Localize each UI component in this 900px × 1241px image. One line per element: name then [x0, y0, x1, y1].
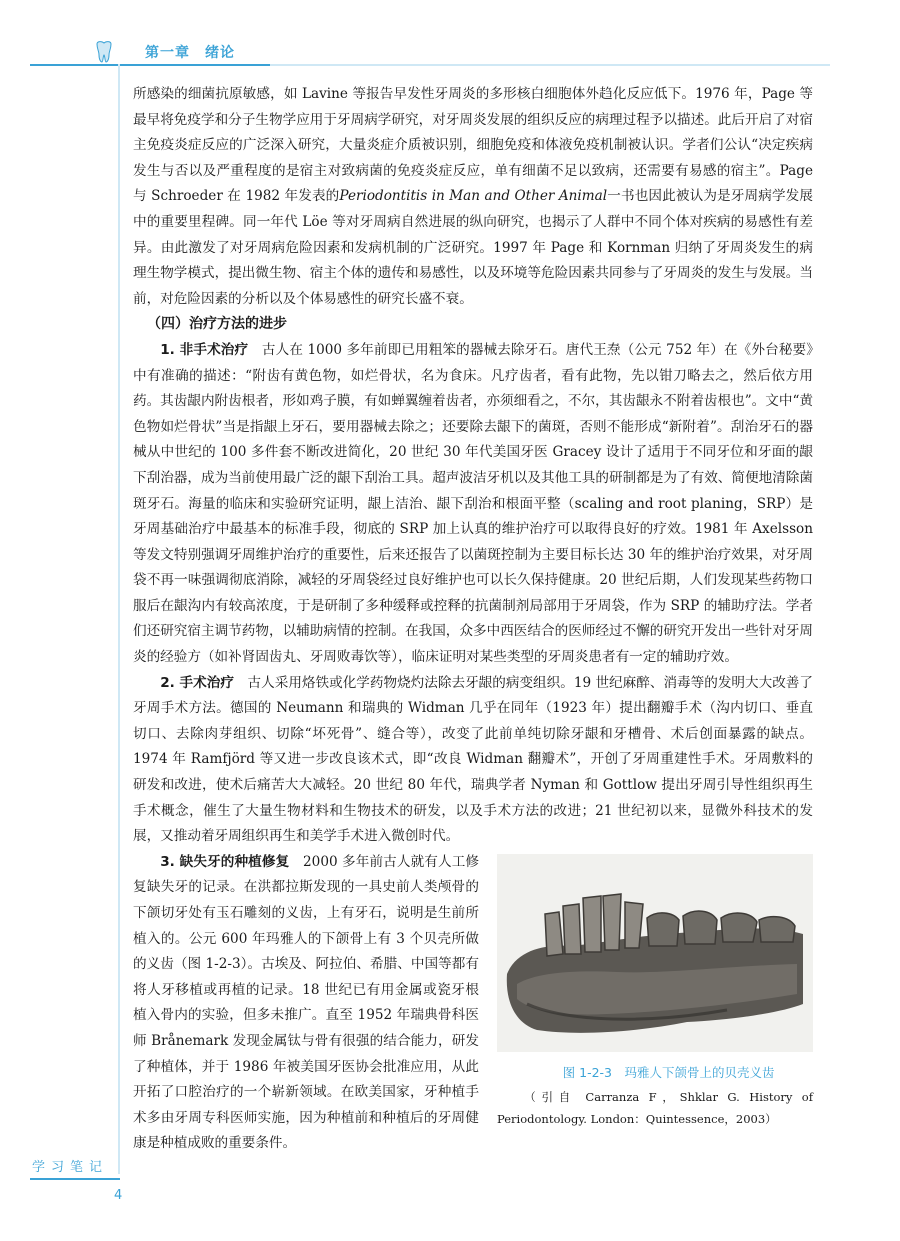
subsection-title-surgical: 2. 手术治疗 — [160, 674, 234, 691]
paragraph-surgical-text: 古人采用烙铁或化学药物烧灼法除去牙龈的病变组织。19 世纪麻醉、消毒等的发明大大改善了牙周手术方法。德国的 Neumann 和瑞典的 Widman 几乎在同年（1923 年）提出翻瓣手术（沟内切口、垂直切口、去除肉芽组织、切除“坏死骨”、缝合等），改变了此前单纯切除牙龈和牙槽骨、术后创面暴露的缺点。1974 年 Ramfjörd 等又进一步改良该术式，即“改良 Widman 翻瓣术”，开创了牙周重建性手术。牙周敷料的研发和改进，使术后痛苦大大减轻。20 世纪 80 年代，瑞典学者 Nyman 和 Gottlow 提出牙周引导性组织再生手术概念，催生了大量生物材料和生物技术的研发，以及手术方法的改进；21 世纪初以来，显微外科技术的发展，又推动着牙周组织再生和美学手术进入微创时代。 — [133, 674, 813, 845]
paragraph-1-rest: 一书也因此被认为是牙周病学发展中的重要里程碑。同一年代 Löe 等对牙周病自然进展的纵向研究，也揭示了人群中不同个体对疾病的易感性有差异。由此激发了对牙周病危险因素和发病机制的广泛研究。1997 年 Page 和 Kornman 归纳了牙周炎发生的病理生物学模式，提出微生物、宿主个体的遗传和易感性，以及环境等危险因素共同参与了牙周炎的发生与发展。当前，对危险因素的分析以及个体易感性的研究长盛不衰。 — [133, 188, 813, 307]
paragraph-1 — [133, 82, 813, 312]
footer-divider — [30, 1178, 120, 1180]
figure-image — [497, 854, 813, 1052]
subsection-title-implant: 3. 缺失牙的种植修复 — [160, 853, 290, 870]
paragraph-nonsurgical — [133, 338, 813, 671]
figure-source: （引自 Carranza F，Shklar G. History of Periodontology. London：Quintessence，2003） — [497, 1089, 813, 1126]
book-title: Periodontitis in Man and Other Animal — [339, 188, 608, 205]
paragraph-implant — [133, 850, 813, 1157]
mandible-photo — [497, 854, 813, 1052]
paragraph-implant-text: 2000 多年前古人就有人工修复缺失牙的记录。在洪都拉斯发现的一具史前人类颅骨的下颌切牙处有玉石雕刻的义齿，上有牙石，说明是生前所植入的。公元 600 年玛雅人的下颌骨上有 3 个贝壳所做的义齿（图 1-2-3）。古埃及、阿拉伯、希腊、中国等都有将人牙移植或再植的记录。18 世纪已有用金属或瓷牙根植入骨内的实验，但多未推广。直至 1952 年瑞典骨科医师 Brånemark 发现金属钛与骨有很强的结合能力，研发了种植体，并于 1986 年被美国牙医协会批准应用，从此开拓了口腔治疗的一个崭新领域。在欧美国家，牙种植手术多由牙周专科医师实施，因为种植前和种植后的牙周健康是种植成败的重要条件。 — [133, 853, 479, 1152]
main-text — [133, 82, 813, 1216]
subsection-title-nonsurgical: 1. 非手术治疗 — [160, 341, 249, 358]
figure — [497, 854, 813, 1216]
page-number: 4 — [114, 1188, 123, 1203]
margin-divider — [118, 64, 120, 1174]
chapter-title: 第一章 绪论 — [145, 45, 235, 61]
section-heading: （四）治疗方法的进步 — [147, 316, 287, 333]
tooth-icon — [94, 41, 114, 63]
paragraph-1-text: 所感染的细菌抗原敏感，如 Lavine 等报告早发性牙周炎的多形核白细胞体外趋化反应低下。1976 年，Page 等最早将免疫学和分子生物学应用于牙周病学研究，对牙周炎发展的组织反应的病理过程予以描述。此后开启了对宿主免疫炎症反应的广泛深入研究，大量炎症介质被识别，细胞免疫和体液免疫机制被认识。学者们公认“决定疾病发生与否以及严重程度的是宿主对致病菌的免疫炎症反应，单有细菌不足以致病，还需要有易感的宿主”。Page 与 Schroeder 在 1982 年发表的 — [133, 86, 813, 205]
paragraph-surgical — [133, 671, 813, 850]
figure-caption: 图 1-2-3 玛雅人下颌骨上的贝壳义齿 — [562, 1064, 775, 1080]
header-divider — [30, 64, 830, 66]
study-notes-label: 学习笔记 — [32, 1160, 109, 1175]
paragraph-nonsurgical-text: 古人在 1000 多年前即已用粗笨的器械去除牙石。唐代王焘（公元 752 年）在《外台秘要》中有准确的描述：“附齿有黄色物，如烂骨状，名为食床。凡疗齿者，看有此物，先以钳刀略去之，然后依方用药。其齿龈内附齿根者，形如鸡子膜，有如蝉翼缠着齿者，亦须细看之，不尔，其齿龈永不附着齿根也”。文中“黄色物如烂骨状”当是指龈上牙石，要用器械去除之；还要除去龈下的菌斑，否则不能形成“新附着”。刮治牙石的器械从中世纪的 100 多件套不断改进简化，20 世纪 30 年代美国牙医 Gracey 设计了适用于不同牙位和牙面的龈下刮治器，成为当前使用最广泛的龈下刮治工具。超声波洁牙机以及其他工具的研制都是为了有效、简便地清除菌斑牙石。海量的临床和实验研究证明，龈上洁治、龈下刮治和根面平整（scaling and root planing，SRP）是牙周基础治疗中最基本的标准手段，彻底的 SRP 加上认真的维护治疗可以取得良好的疗效。1981 年 Axelsson 等发文特别强调牙周维护治疗的重要性，后来还报告了以菌斑控制为主要目标长达 30 年的维护治疗效果，对牙周袋不再一味强调彻底消除，减轻的牙周袋经过良好维护也可以长久保持健康。20 世纪后期，人们发现某些药物口服后在龈沟内有较高浓度，于是研制了多种缓释或控释的抗菌制剂局部用于牙周袋，作为 SRP 的辅助疗法。学者们还研究宿主调节药物，以辅助病情的控制。在我国，众多中西医结合的医师经过不懈的研究开发出一些针对牙周炎的经验方（如补肾固齿丸、牙周败毒饮等），临床证明对某些类型的牙周炎患者有一定的辅助疗效。 — [133, 341, 814, 666]
